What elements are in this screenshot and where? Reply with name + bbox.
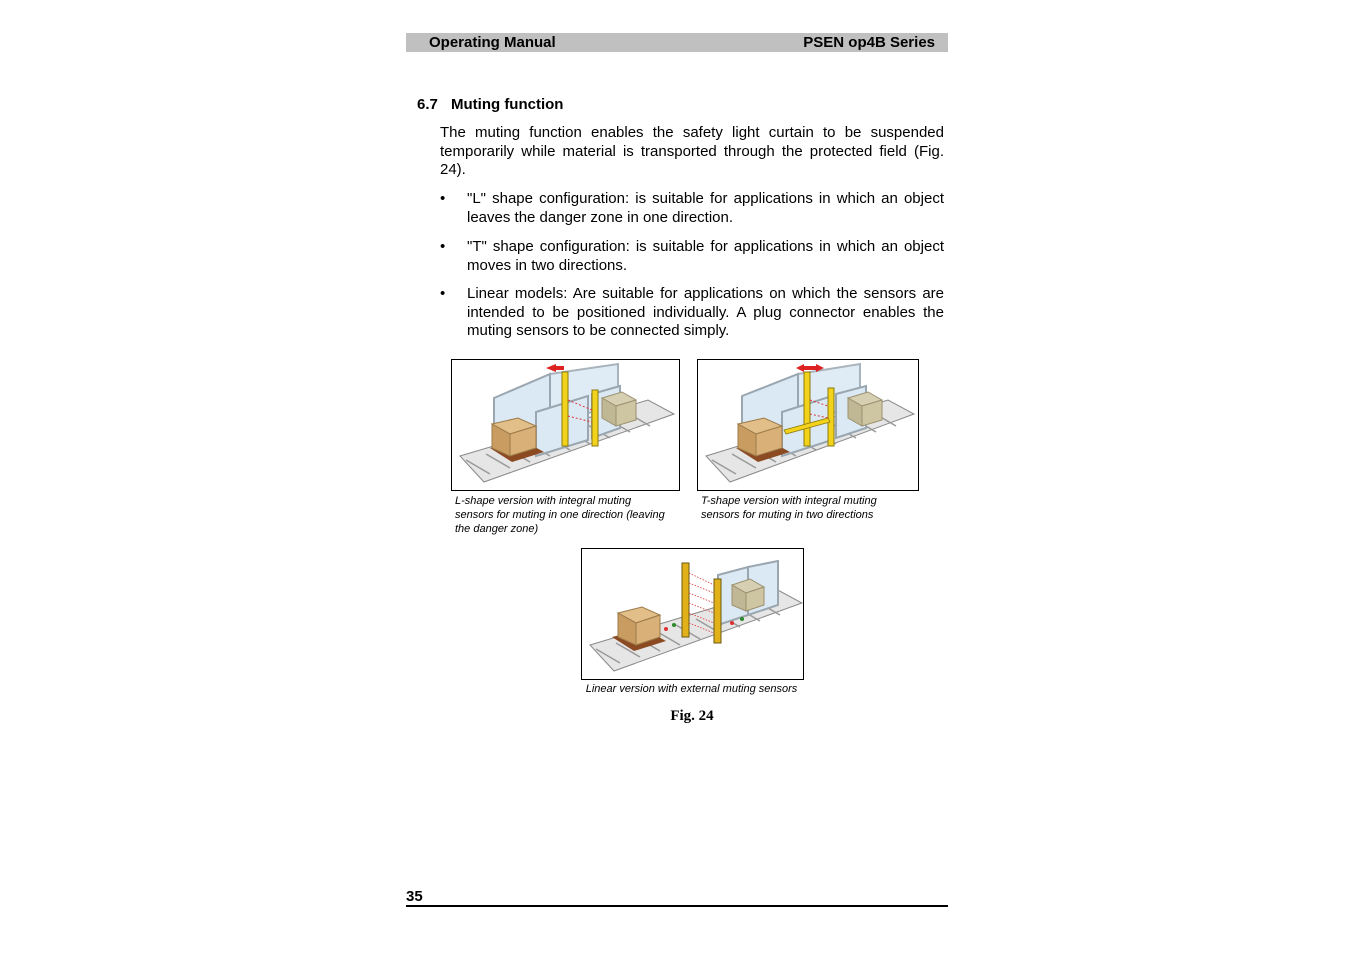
bullet-text: "T" shape configuration: is suitable for applications in which an object moves in two directions. [467,238,944,274]
linear-caption: Linear version with external muting sensors [585,683,798,695]
footer-rule [406,905,948,907]
bullet-text: Linear models: Are suitable for applications on which the sensors are intended to be positioned individually. A plug connector enables the muting sensors to be connected simply. [467,285,944,339]
header-series: PSEN op4B Series [803,34,935,51]
bullet-icon: • [440,238,446,255]
bullet-item-linear [440,285,944,341]
l-shape-caption: L-shape version with integral muting sensors for muting in one direction (leaving the danger zone) [455,495,665,535]
page-number: 35 [406,888,423,905]
conveyor-diagram-icon [582,549,803,679]
conveyor-diagram-icon [452,360,679,490]
bullet-icon: • [440,190,446,207]
bullet-item-t-shape [440,238,944,275]
section-number: 6.7 [417,96,438,113]
section-title: Muting function [451,96,564,113]
t-shape-caption: T-shape version with integral muting sensors for muting in two directions [701,495,877,521]
t-shape-illustration [697,359,919,491]
linear-illustration [581,548,804,680]
header-title: Operating Manual [429,34,556,51]
bullet-text: "L" shape configuration: is suitable for applications in which an object leaves the danger zone in one direction. [467,190,944,226]
figure-label: Fig. 24 [670,708,714,724]
page-header [406,33,948,52]
intro-paragraph: The muting function enables the safety light curtain to be suspended temporarily while material is transported through the protected field (Fig. 24). [440,124,944,178]
bullet-icon: • [440,285,446,302]
l-shape-illustration [451,359,680,491]
conveyor-diagram-icon [698,360,918,490]
section-heading [417,96,563,113]
bullet-item-l-shape [440,190,944,227]
